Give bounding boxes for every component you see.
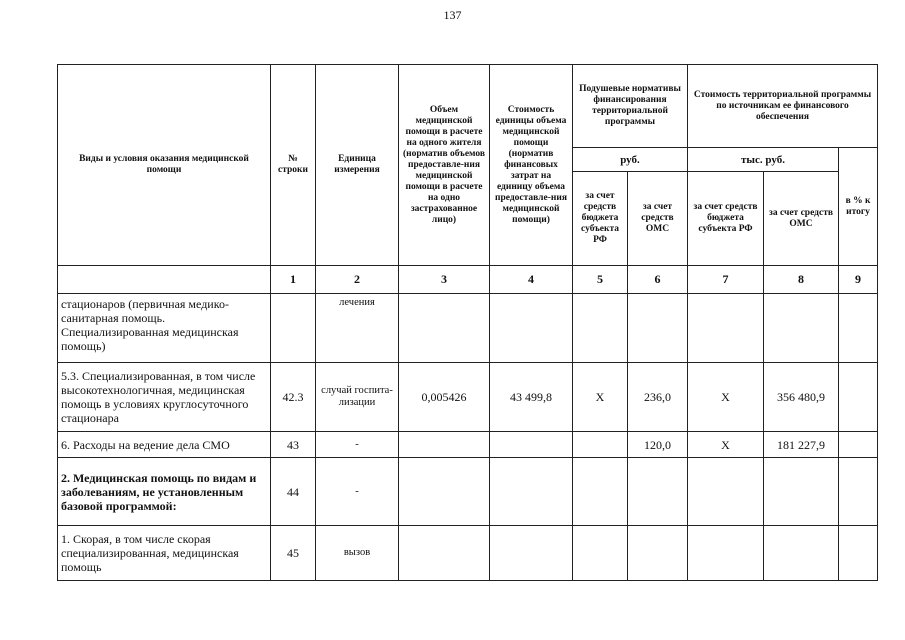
row-number: 42.3: [271, 363, 316, 432]
row-number: 44: [271, 458, 316, 526]
header-row-1: [58, 65, 878, 148]
column-number: 8: [764, 266, 839, 294]
row-kind: 1. Скорая, в том числе скорая специализированная, медицинская помощь: [58, 526, 271, 581]
row-volume: [399, 458, 490, 526]
column-number: 1: [271, 266, 316, 294]
header-per-capita-group: Подушевые нормативы финансирования территориальной программы: [573, 65, 688, 148]
table-row: [58, 526, 878, 581]
header-oms-8: за счет средств ОМС: [764, 172, 839, 266]
row-volume: [399, 526, 490, 581]
row-col5: [573, 526, 628, 581]
row-col8: 181 227,9: [764, 432, 839, 458]
row-col7: X: [688, 432, 764, 458]
header-program-cost-group: Стоимость территориальной программы по источникам ее финансового обеспечения: [688, 65, 878, 148]
header-unit: Единица измерения: [316, 65, 399, 266]
header-percent-9: в % к итогу: [839, 148, 878, 266]
row-col5: [573, 294, 628, 363]
row-unit: лечения: [316, 294, 399, 363]
row-volume: [399, 294, 490, 363]
row-unit: случай госпита-лизации: [316, 363, 399, 432]
row-col8: [764, 526, 839, 581]
row-unit: -: [316, 432, 399, 458]
column-number: 4: [490, 266, 573, 294]
row-unit: вызов: [316, 526, 399, 581]
row-col9: [839, 458, 878, 526]
column-number: 9: [839, 266, 878, 294]
table-row: [58, 294, 878, 363]
column-number-blank: [58, 266, 271, 294]
row-col6: [628, 526, 688, 581]
row-col9: [839, 363, 878, 432]
row-unit: -: [316, 458, 399, 526]
row-col9: [839, 432, 878, 458]
header-unit-thousand-rub: тыс. руб.: [688, 148, 839, 172]
header-oms-6: за счет средств ОМС: [628, 172, 688, 266]
row-col6: [628, 458, 688, 526]
row-cost: [490, 458, 573, 526]
row-col6: 236,0: [628, 363, 688, 432]
header-budget-7: за счет средств бюджета субъекта РФ: [688, 172, 764, 266]
row-kind: стационаров (первичная медико-санитарная помощь. Специализированная медицинская помощь): [58, 294, 271, 363]
header-unit-rub: руб.: [573, 148, 688, 172]
row-col8: 356 480,9: [764, 363, 839, 432]
row-cost: [490, 432, 573, 458]
row-number: 43: [271, 432, 316, 458]
row-col5: [573, 458, 628, 526]
column-number: 2: [316, 266, 399, 294]
table-row: [58, 363, 878, 432]
column-number: 3: [399, 266, 490, 294]
row-col7: [688, 526, 764, 581]
row-cost: [490, 294, 573, 363]
row-col7: X: [688, 363, 764, 432]
header-row-no: № строки: [271, 65, 316, 266]
row-volume: [399, 432, 490, 458]
financing-table: [57, 64, 878, 581]
column-number: 6: [628, 266, 688, 294]
row-cost: [490, 526, 573, 581]
row-kind: 2. Медицинская помощь по видам и заболеваниям, не установленным базовой программой:: [58, 458, 271, 526]
column-number-row: [58, 266, 878, 294]
header-kind: Виды и условия оказания медицинской помощи: [58, 65, 271, 266]
row-col5: X: [573, 363, 628, 432]
row-col8: [764, 294, 839, 363]
row-col6: [628, 294, 688, 363]
column-number: 5: [573, 266, 628, 294]
row-col9: [839, 526, 878, 581]
row-kind: 6. Расходы на ведение дела СМО: [58, 432, 271, 458]
row-col8: [764, 458, 839, 526]
header-cost: Стоимость единицы объема медицинской помощи (норматив финансовых затрат на единицу объема предоставле-ния медицинской помощи): [490, 65, 573, 266]
page-number: 137: [443, 8, 462, 22]
table-row: [58, 432, 878, 458]
header-budget-5: за счет средств бюджета субъекта РФ: [573, 172, 628, 266]
row-col7: [688, 294, 764, 363]
column-number: 7: [688, 266, 764, 294]
row-col6: 120,0: [628, 432, 688, 458]
row-volume: 0,005426: [399, 363, 490, 432]
row-number: [271, 294, 316, 363]
row-kind: 5.3. Специализированная, в том числе высокотехнологичная, медицинская помощь в условиях круглосуточного стационара: [58, 363, 271, 432]
table-row: [58, 458, 878, 526]
row-cost: 43 499,8: [490, 363, 573, 432]
header-volume: Объем медицинской помощи в расчете на одного жителя (норматив объемов предоставле-ния медицинской помощи в расчете на одно застрахованное лицо): [399, 65, 490, 266]
row-col7: [688, 458, 764, 526]
row-number: 45: [271, 526, 316, 581]
row-col9: [839, 294, 878, 363]
row-col5: [573, 432, 628, 458]
